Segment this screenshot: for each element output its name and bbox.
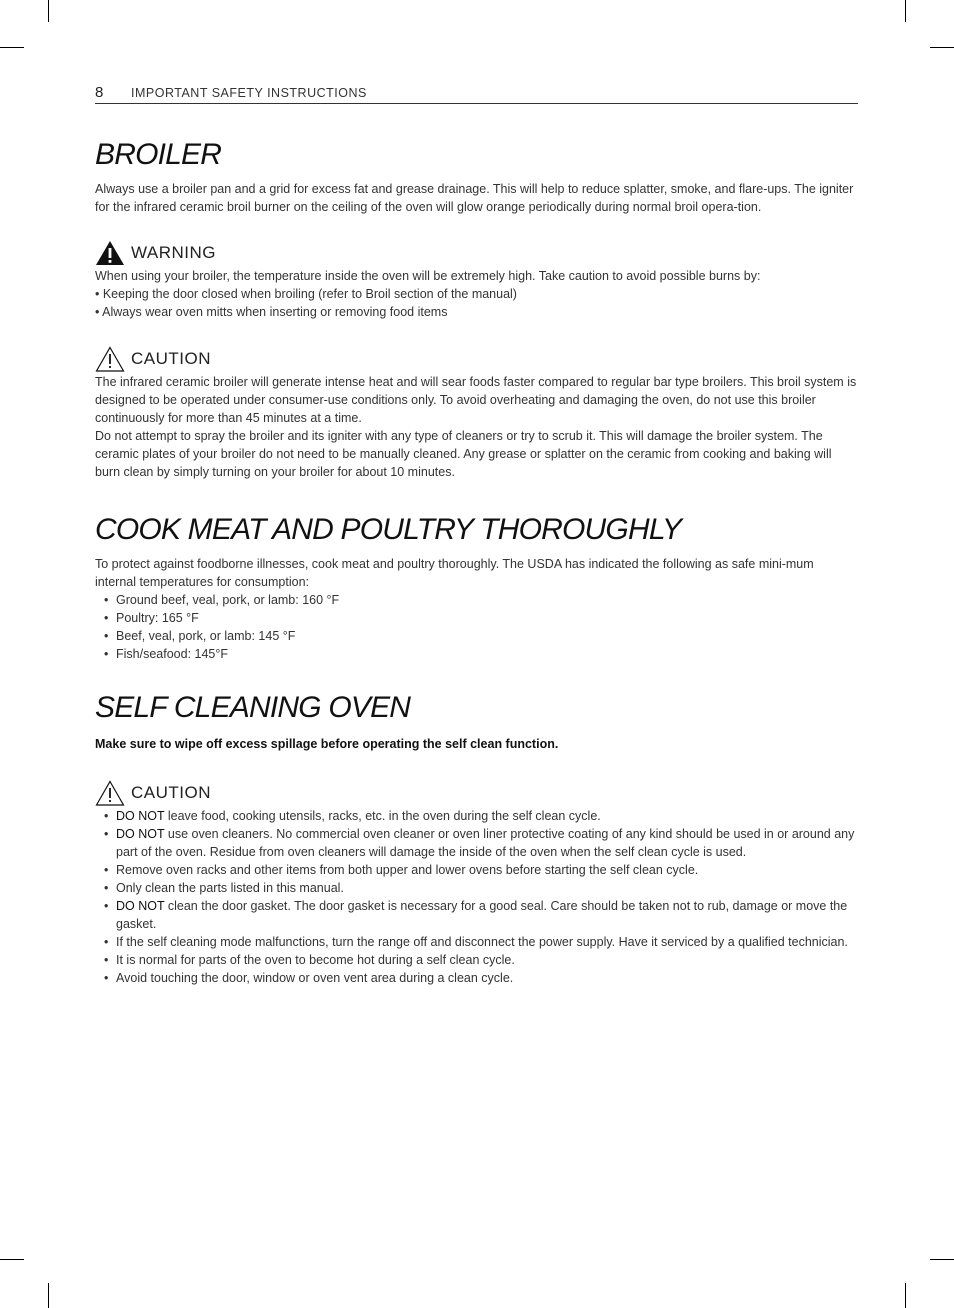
list-item-text: leave food, cooking utensils, racks, etc. in the oven during the self clean cycle. <box>164 809 601 823</box>
list-item <box>95 951 858 969</box>
caution-icon <box>95 346 125 372</box>
crop-mark <box>905 0 906 22</box>
list-item-text: use oven cleaners. No commercial oven cleaner or oven liner protective coating of any kind should be used in or around any part of the oven. Residue from oven cleaners will damage the inside of the oven when the self clean cycle is used. <box>116 827 855 859</box>
list-item <box>95 897 858 933</box>
caution-header <box>95 779 858 807</box>
self-clean-caution-list <box>95 807 858 987</box>
list-item: • Fish/seafood: 145°F <box>95 645 858 663</box>
list-item: • Poultry: 165 °F <box>95 609 858 627</box>
list-item: • Beef, veal, pork, or lamb: 145 °F <box>95 627 858 645</box>
warning-intro: When using your broiler, the temperature inside the oven will be extremely high. Take caution to avoid possible burns by: <box>95 269 761 283</box>
crop-mark <box>930 47 954 48</box>
warning-icon <box>95 240 125 266</box>
list-item <box>95 861 858 879</box>
list-item: • Keeping the door closed when broiling (refer to Broil section of the manual) <box>95 287 517 301</box>
page-header <box>95 84 858 104</box>
do-not-label: DO NOT <box>116 827 165 841</box>
crop-mark <box>905 1283 906 1308</box>
list-item: • Always wear oven mitts when inserting or removing food items <box>95 305 448 319</box>
crop-mark <box>0 47 24 48</box>
crop-mark <box>0 1259 24 1260</box>
page-content <box>95 84 858 987</box>
temperature-list <box>95 591 858 663</box>
broiler-paragraph: Always use a broiler pan and a grid for excess fat and grease drainage. This will help to reduce splatter, smoke, and flare-ups. The igniter for the infrared ceramic broil burner on the ceiling of the oven will glow orange periodically during normal broil opera-tion. <box>95 182 854 214</box>
list-item-text: Remove oven racks and other items from both upper and lower ovens before starting the self clean cycle. <box>116 863 699 877</box>
broiler-heading: BROILER <box>95 138 222 171</box>
list-item: • Ground beef, veal, pork, or lamb: 160 °F <box>95 591 858 609</box>
caution-paragraph: The infrared ceramic broiler will generate intense heat and will sear foods faster compared to regular bar type broilers. This broil system is designed to be operated under consumer-use conditions only. To avoid overheating and damaging the oven, do not use this broiler continuously for more than 45 minutes at a time. <box>95 375 857 425</box>
cook-intro: To protect against foodborne illnesses, cook meat and poultry thoroughly. The USDA has indicated the following as safe mini-mum internal temperatures for consumption: <box>95 557 814 589</box>
do-not-label: DO NOT <box>116 899 165 913</box>
self-clean-heading: SELF CLEANING OVEN <box>95 691 411 724</box>
warning-header <box>95 239 858 267</box>
section-title: IMPORTANT SAFETY INSTRUCTIONS <box>131 86 367 100</box>
crop-mark <box>930 1259 954 1260</box>
warning-label: WARNING <box>131 243 217 262</box>
crop-mark <box>48 0 49 22</box>
do-not-label: DO NOT <box>116 809 165 823</box>
caution-label: CAUTION <box>131 783 211 802</box>
list-item <box>95 879 858 897</box>
list-item <box>95 933 858 951</box>
cook-heading: COOK MEAT AND POULTRY THOROUGHLY <box>95 513 682 546</box>
caution-header <box>95 345 858 373</box>
list-item <box>95 807 858 825</box>
caution-paragraph: Do not attempt to spray the broiler and its igniter with any type of cleaners or try to scrub it. This will damage the broiler system. The ceramic plates of your broiler do not need to be manually cleaned. Any grease or splatter on the ceramic from cooking and baking will burn clean by simply turning on your broiler for about 10 minutes. <box>95 429 832 479</box>
list-item-text: Only clean the parts listed in this manual. <box>116 881 344 895</box>
list-item-text: Avoid touching the door, window or oven vent area during a clean cycle. <box>116 971 514 985</box>
page-number: 8 <box>95 84 104 101</box>
list-item-text: clean the door gasket. The door gasket is necessary for a good seal. Care should be taken not to rub, damage or move the gasket. <box>116 899 848 931</box>
list-item-text: If the self cleaning mode malfunctions, turn the range off and disconnect the power supply. Have it serviced by a qualified technician. <box>116 935 848 949</box>
list-item-text: It is normal for parts of the oven to become hot during a self clean cycle. <box>116 953 515 967</box>
list-item <box>95 825 858 861</box>
caution-icon <box>95 780 125 806</box>
list-item <box>95 969 858 987</box>
warning-list <box>95 285 858 321</box>
self-clean-note: Make sure to wipe off excess spillage before operating the self clean function. <box>95 737 559 751</box>
crop-mark <box>48 1283 49 1308</box>
caution-label: CAUTION <box>131 349 211 368</box>
